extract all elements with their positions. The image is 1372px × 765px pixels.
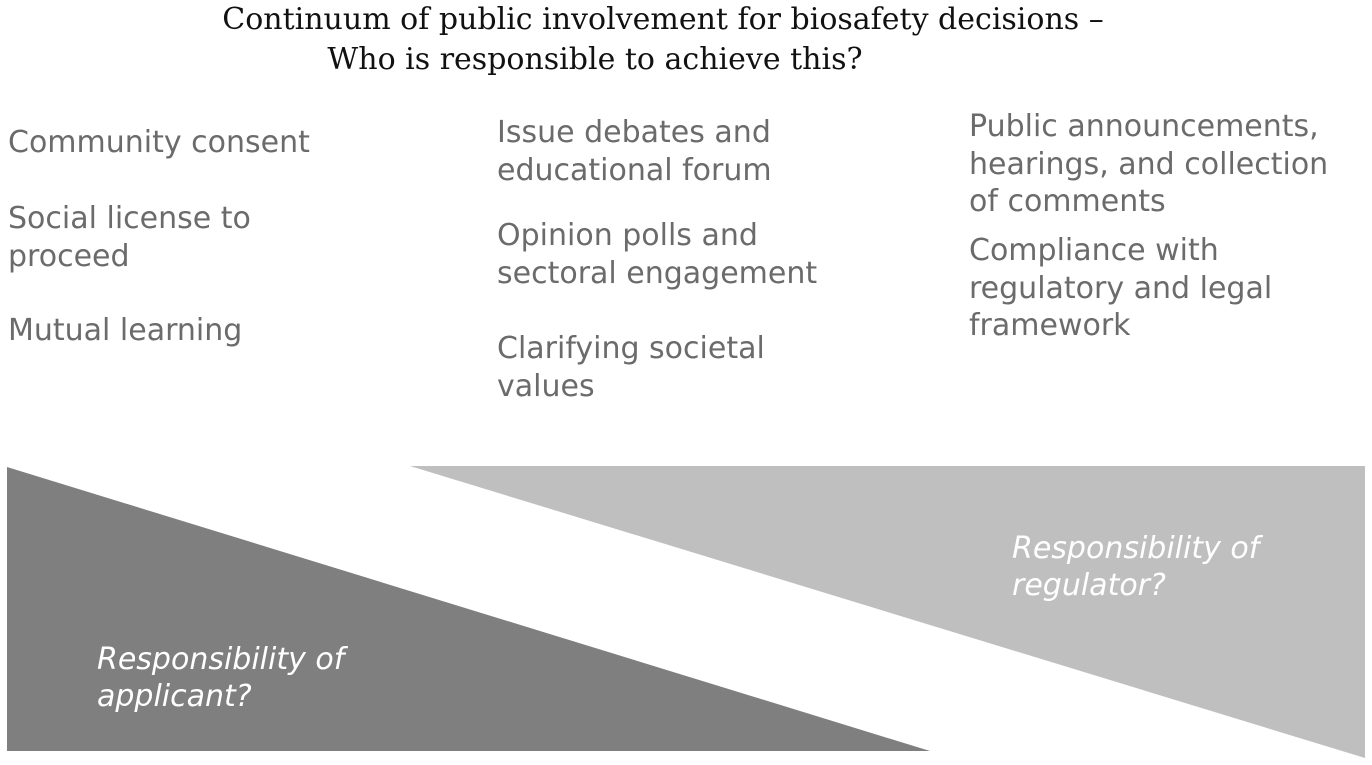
column-1-item-3: Mutual learning [8, 313, 243, 348]
column-1-item-1: Community consent [8, 125, 310, 160]
column-2-item-1: Issue debates and educational forum [497, 115, 772, 188]
regulator-wedge-label: Responsibility of regulator? [1012, 531, 1260, 603]
column-3-item-2: Compliance with regulatory and legal framework [969, 233, 1273, 343]
applicant-wedge-label: Responsibility of applicant? [97, 642, 345, 714]
diagram-title-line-1: Continuum of public involvement for biosafety decisions – [222, 2, 1104, 37]
column-1-item-2: Social license to proceed [8, 201, 251, 274]
diagram-title-line-2: Who is responsible to achieve this? [327, 42, 863, 77]
column-2-item-2: Opinion polls and sectoral engagement [497, 218, 818, 291]
column-2-item-3: Clarifying societal values [497, 331, 765, 404]
column-3-item-1: Public announcements, hearings, and collection of comments [969, 109, 1329, 219]
